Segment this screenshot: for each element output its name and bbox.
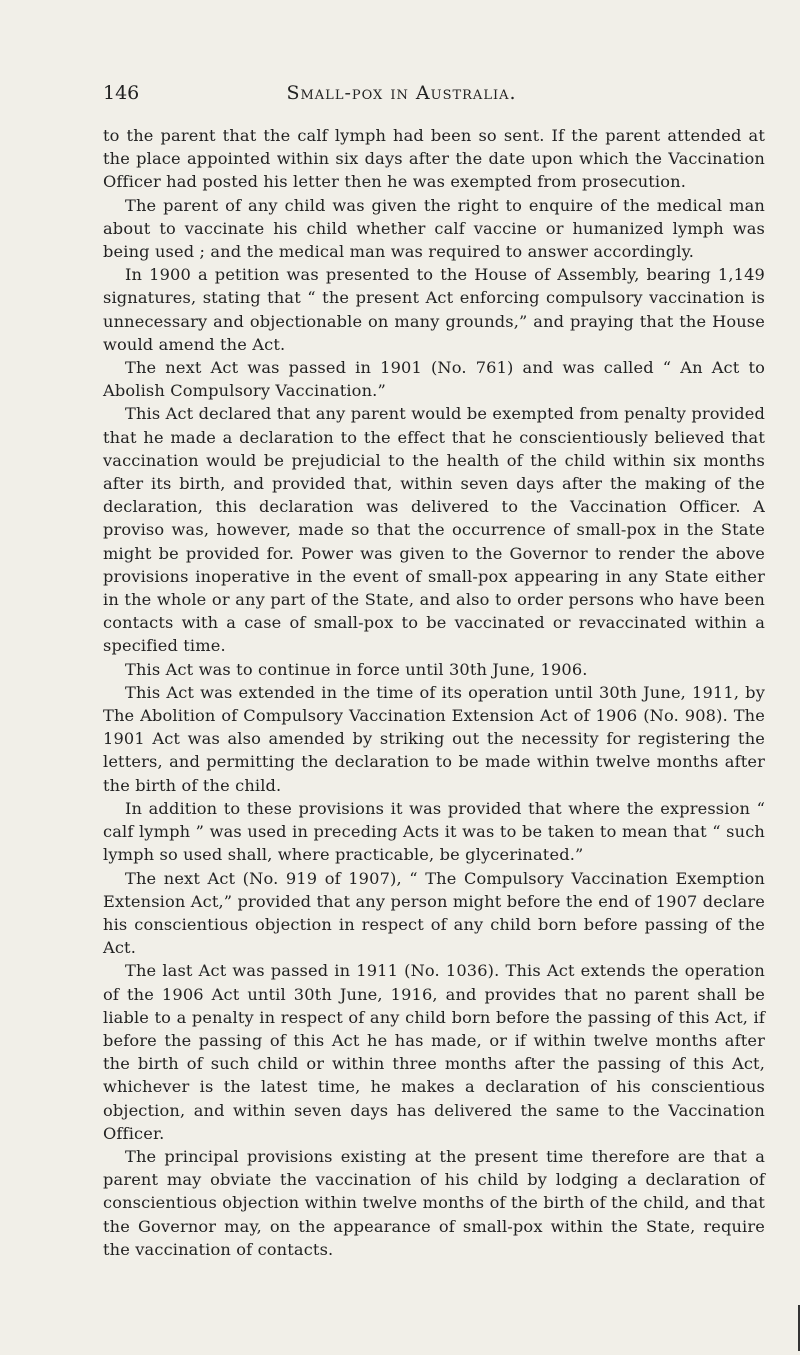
paragraph: to the parent that the calf lymph had been so sent. If the parent attended at the place appointed within six days after the date upon which the Vaccination Officer had posted his letter then he was exempted from prosecution.	[103, 126, 765, 192]
page-number: 146	[103, 82, 140, 104]
paragraph: The last Act was passed in 1911 (No. 1036). This Act extends the operation of the 1906 Act until 30th June, 1916, and provides that no parent shall be liable to a penalty in respect of any child born before the passing of this Act, if before the passing of this Act he has made, or if within twelve months after the birth of such child or within three months after the passing of this Act, whichever is the latest time, he makes a declaration of his conscientious objection, and within seven days has delivered the same to the Vaccination Officer.	[103, 961, 765, 1143]
paragraph: The principal provisions existing at the present time therefore are that a parent may obviate the vaccination of his child by lodging a declaration of conscientious objection within twelve months of the birth of the child, and that the Governor may, on the appearance of small-pox within the State, require the vaccination of contacts.	[103, 1146, 765, 1259]
paragraph: In 1900 a petition was presented to the House of Assembly, bearing 1,149 signatures, stating that “ the present Act enforcing compulsory vaccination is unnecessary and objectionable on many grounds,” and praying that the House would amend the Act.	[103, 265, 765, 354]
paragraph: The next Act (No. 919 of 1907), “ The Compulsory Vaccination Exemption Extension Act,” provided that any person might before the end of 1907 declare his conscientious objection in respect of any child born before passing of the Act.	[103, 868, 765, 958]
paragraph: This Act was to continue in force until 30th June, 1906.	[125, 659, 588, 679]
paragraph: This Act declared that any parent would be exempted from penalty provided that he made a declaration to the effect that he conscientiously believed that vaccination would be prejudicial to the health of the child within six months after its birth, and provided that, within seven days after the making of the declaration, this declaration was delivered to the Vaccination Officer. A proviso was, however, made so that the occurrence of small-pox in the State might be provided for. Power was given to the Governor to render the above provisions inoperative in the event of small-pox appearing in any State either in the whole or any part of the State, and also to order persons who have been contacts with a case of small-pox to be vaccinated or revaccinated within a specified time.	[103, 404, 765, 656]
running-title: Small-pox in Australia.	[286, 82, 517, 104]
paragraph: The next Act was passed in 1901 (No. 761) and was called “ An Act to Abolish Compulsory Vaccination.”	[103, 358, 765, 401]
page-header	[103, 82, 760, 112]
paragraph: In addition to these provisions it was provided that where the expression “ calf lymph ” was used in preceding Acts it was to be taken to mean that “ such lymph so used shall, where practicable, be glycerinated.”	[103, 798, 765, 865]
paragraph: The parent of any child was given the right to enquire of the medical man about to vaccinate his child whether calf vaccine or humanized lymph was being used ; and the medical man was required to answer accordingly.	[103, 195, 765, 262]
body-text	[103, 124, 765, 1261]
paragraph: This Act was extended in the time of its operation until 30th June, 1911, by The Abolition of Compulsory Vaccination Extension Act of 1906 (No. 908). The 1901 Act was also amended by striking out the necessity for registering the letters, and permitting the declaration to be made within twelve months after the birth of the child.	[103, 682, 765, 795]
